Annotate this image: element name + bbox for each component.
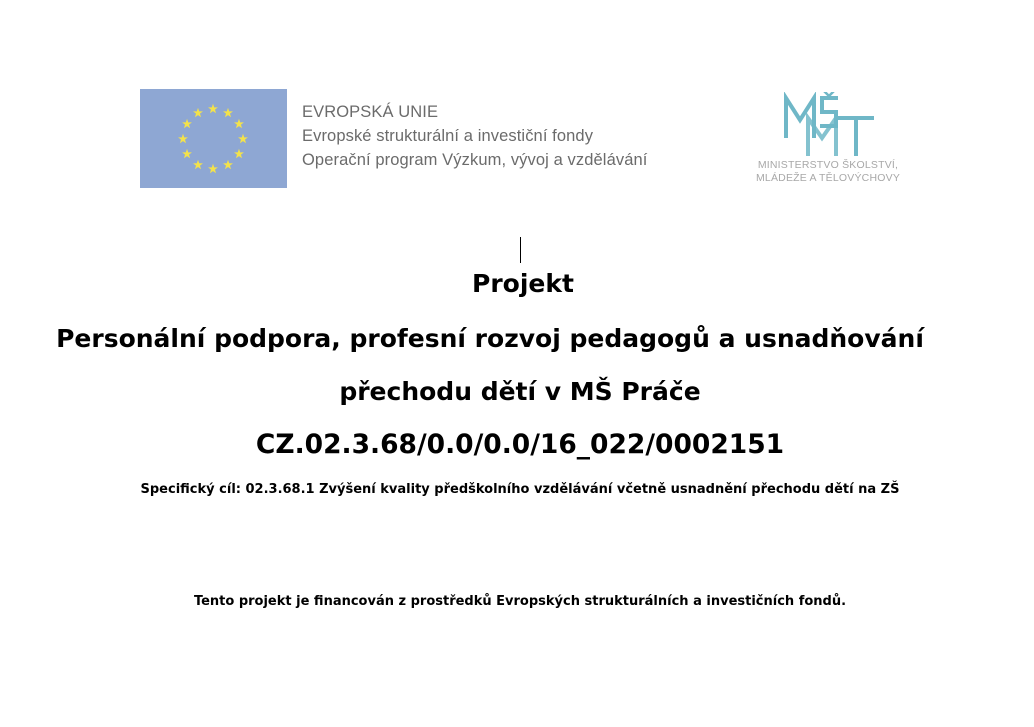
eu-flag-icon — [140, 89, 287, 188]
eu-star-icon — [208, 104, 218, 113]
project-heading: Projekt — [472, 269, 574, 298]
text-cursor — [520, 237, 521, 263]
msmt-logo-line-2: MLÁDEŽE A TĚLOVÝCHOVY — [755, 172, 901, 184]
eu-star-icon — [223, 108, 233, 117]
eu-star-icon — [182, 149, 192, 158]
eu-logo-text — [302, 100, 647, 172]
funding-note: Tento projekt je financován z prostředků Evropských strukturálních a investičních fondů. — [193, 594, 847, 609]
specific-goal: Specifický cíl: 02.3.68.1 Zvýšení kvality předškolního vzdělávání včetně usnadnění přechodu dětí na ZŠ — [140, 482, 900, 497]
registration-number: CZ.02.3.68/0.0/0.0/16_022/0002151 — [255, 429, 785, 460]
eu-star-icon — [178, 134, 188, 143]
eu-logo-line-1: EVROPSKÁ UNIE — [302, 103, 439, 121]
eu-star-icon — [182, 119, 192, 128]
eu-star-icon — [234, 149, 244, 158]
eu-star-icon — [208, 164, 218, 173]
project-title-line-2: přechodu dětí v MŠ Práče — [339, 377, 701, 406]
msmt-logo-line-1: MINISTERSTVO ŠKOLSTVÍ, — [757, 159, 899, 171]
msmt-logo-text — [732, 159, 924, 185]
eu-logo-line-3: Operační program Výzkum, vývoj a vzdělávání — [302, 151, 648, 169]
project-title-line-1: Personální podpora, profesní rozvoj pedagogů a usnadňování — [56, 324, 924, 353]
eu-star-icon — [238, 134, 248, 143]
eu-star-icon — [234, 119, 244, 128]
eu-star-icon — [223, 160, 233, 169]
eu-logo-line-2: Evropské strukturální a investiční fondy — [302, 127, 594, 145]
eu-star-icon — [193, 160, 203, 169]
eu-star-icon — [193, 108, 203, 117]
